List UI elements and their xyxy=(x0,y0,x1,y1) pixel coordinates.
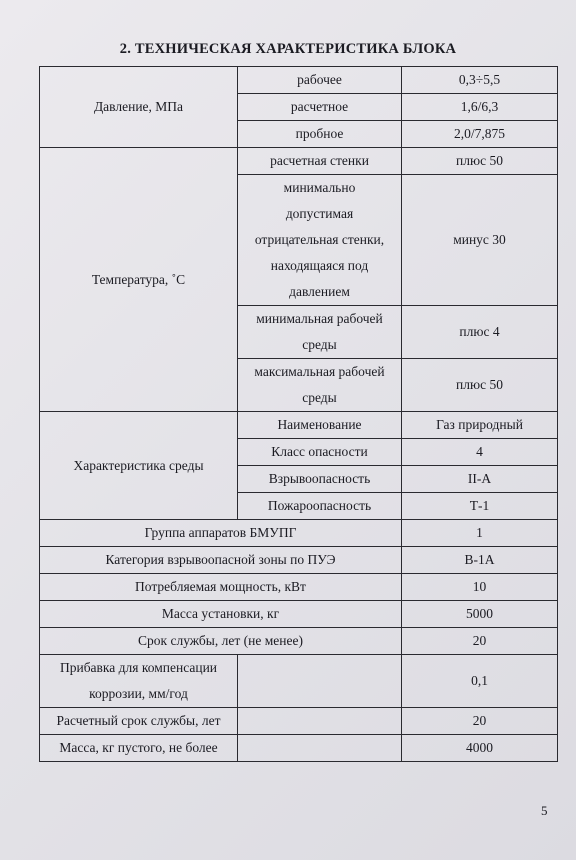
param-value: II-А xyxy=(402,466,558,493)
param-value: 2,0/7,875 xyxy=(402,121,558,148)
table-row xyxy=(40,574,558,601)
param-value: 4 xyxy=(402,439,558,466)
param-name xyxy=(238,175,402,306)
param-name: Пожароопасность xyxy=(238,493,402,520)
specification-table xyxy=(39,66,558,762)
param-name xyxy=(238,359,402,412)
text-line: максимальная рабочей xyxy=(254,364,385,379)
param-value: минус 30 xyxy=(402,175,558,306)
param-name xyxy=(40,655,238,708)
param-value: Газ природный xyxy=(402,412,558,439)
param-value: 1 xyxy=(402,520,558,547)
group-label-medium: Характеристика среды xyxy=(40,412,238,520)
text-line: расчетная стенки xyxy=(270,153,369,168)
param-name: пробное xyxy=(238,121,402,148)
empty-cell xyxy=(238,655,402,708)
table-row xyxy=(40,547,558,574)
param-name xyxy=(238,148,402,175)
param-name: Класс опасности xyxy=(238,439,402,466)
param-value: 4000 xyxy=(402,735,558,762)
param-name: Взрывоопасность xyxy=(238,466,402,493)
text-line: допустимая xyxy=(285,206,354,221)
text-line: Масса, кг пустого, не более xyxy=(59,740,218,755)
param-name xyxy=(40,735,238,762)
page-number: 5 xyxy=(541,803,548,818)
param-value: плюс 4 xyxy=(402,306,558,359)
param-name: Срок службы, лет (не менее) xyxy=(40,628,402,655)
param-name: рабочее xyxy=(238,67,402,94)
text-line: минимальная рабочей xyxy=(256,311,383,326)
text-line: находящаяся под xyxy=(270,258,369,273)
param-name: Категория взрывоопасной зоны по ПУЭ xyxy=(40,547,402,574)
empty-cell xyxy=(238,735,402,762)
group-label-pressure: Давление, МПа xyxy=(40,67,238,148)
param-value: 0,3÷5,5 xyxy=(402,67,558,94)
table-row xyxy=(40,412,558,439)
text-line: Прибавка для компенсации xyxy=(59,660,218,675)
table-row xyxy=(40,655,558,708)
param-value: 1,6/6,3 xyxy=(402,94,558,121)
param-name xyxy=(40,708,238,735)
text-line: среды xyxy=(302,337,337,352)
text-line: минимально xyxy=(283,180,356,195)
param-name: Наименование xyxy=(238,412,402,439)
text-line: Расчетный срок службы, лет xyxy=(56,713,221,728)
param-name: Группа аппаратов БМУПГ xyxy=(40,520,402,547)
param-value: В-1А xyxy=(402,547,558,574)
table-row xyxy=(40,735,558,762)
table-row xyxy=(40,628,558,655)
text-line: среды xyxy=(302,390,337,405)
table-row xyxy=(40,67,558,94)
table-row xyxy=(40,601,558,628)
param-value: 0,1 xyxy=(402,655,558,708)
group-label-temperature: Температура, ˚С xyxy=(40,148,238,412)
empty-cell xyxy=(238,708,402,735)
text-line: отрицательная стенки, xyxy=(254,232,385,247)
table-row xyxy=(40,148,558,175)
text-line: коррозии, мм/год xyxy=(89,686,188,701)
param-value: Т-1 xyxy=(402,493,558,520)
param-value: плюс 50 xyxy=(402,148,558,175)
param-value: 20 xyxy=(402,628,558,655)
section-title: 2. ТЕХНИЧЕСКАЯ ХАРАКТЕРИСТИКА БЛОКА xyxy=(119,41,457,57)
param-name: расчетное xyxy=(238,94,402,121)
param-value: 20 xyxy=(402,708,558,735)
table-row xyxy=(40,708,558,735)
param-name xyxy=(238,306,402,359)
param-name: Масса установки, кг xyxy=(40,601,402,628)
table-row xyxy=(40,520,558,547)
param-value: 5000 xyxy=(402,601,558,628)
param-value: плюс 50 xyxy=(402,359,558,412)
param-name: Потребляемая мощность, кВт xyxy=(40,574,402,601)
text-line: давлением xyxy=(289,284,350,299)
param-value: 10 xyxy=(402,574,558,601)
